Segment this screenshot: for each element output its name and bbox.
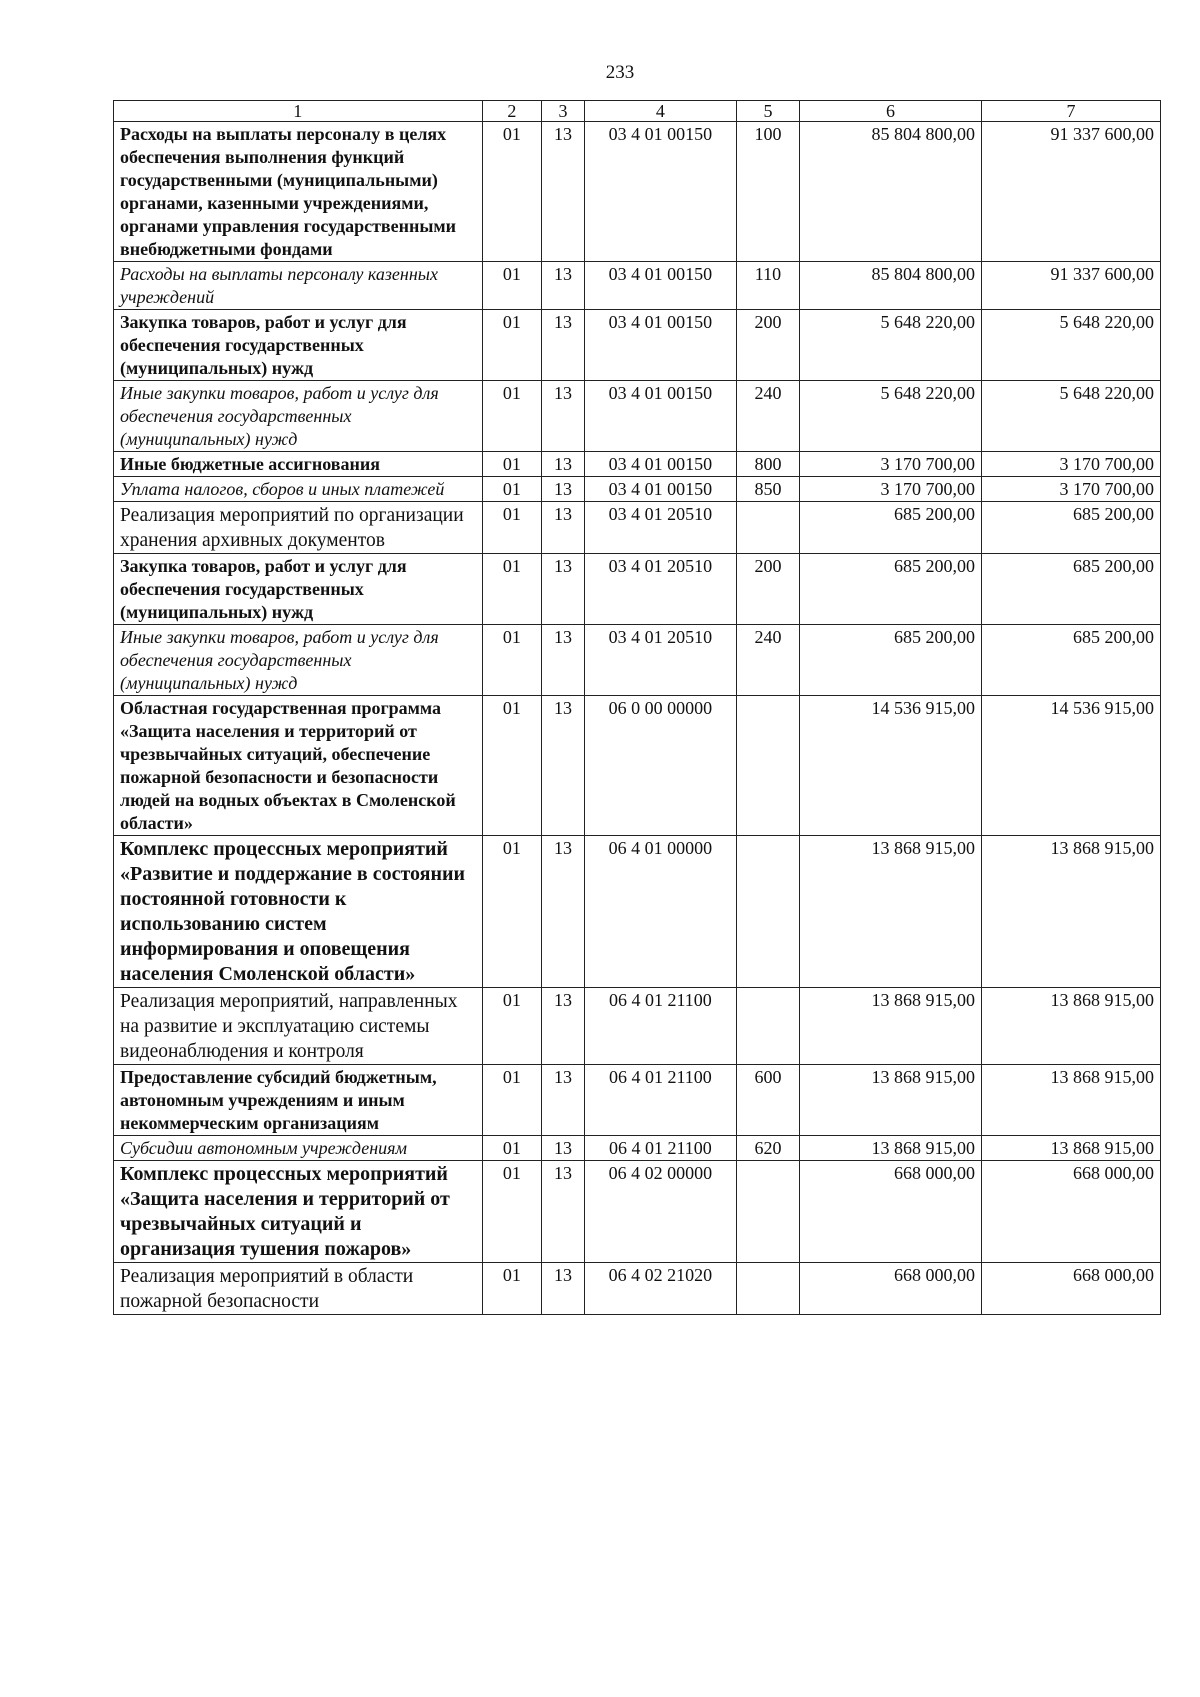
subsection-code-cell: 13 xyxy=(542,477,585,502)
table-row xyxy=(114,262,1161,310)
amount-year1-cell: 668 000,00 xyxy=(799,1161,981,1263)
expense-name-cell: Иные закупки товаров, работ и услуг для обеспечения государственных (муниципальных) нужд xyxy=(114,381,483,452)
expense-name-cell: Комплекс процессных мероприятий «Защита населения и территорий от чрезвычайных ситуаций и организация тушения пожаров» xyxy=(114,1161,483,1263)
amount-year1-cell: 85 804 800,00 xyxy=(799,122,981,262)
budget-table xyxy=(113,100,1161,1315)
table-row xyxy=(114,122,1161,262)
target-article-cell: 03 4 01 00150 xyxy=(584,381,736,452)
target-article-cell: 06 4 01 21100 xyxy=(584,1065,736,1136)
target-article-cell: 03 4 01 00150 xyxy=(584,262,736,310)
subsection-code-cell: 13 xyxy=(542,988,585,1065)
section-code-cell: 01 xyxy=(482,502,542,554)
amount-year2-cell: 3 170 700,00 xyxy=(982,452,1161,477)
section-code-cell: 01 xyxy=(482,1161,542,1263)
expense-type-cell: 240 xyxy=(737,381,800,452)
table-row xyxy=(114,1065,1161,1136)
section-code-cell: 01 xyxy=(482,554,542,625)
target-article-cell: 03 4 01 20510 xyxy=(584,502,736,554)
expense-type-cell: 110 xyxy=(737,262,800,310)
target-article-cell: 03 4 01 00150 xyxy=(584,477,736,502)
amount-year2-cell: 13 868 915,00 xyxy=(982,1065,1161,1136)
expense-name-cell: Предоставление субсидий бюджетным, автономным учреждениям и иным некоммерческим организациям xyxy=(114,1065,483,1136)
section-code-cell: 01 xyxy=(482,262,542,310)
section-code-cell: 01 xyxy=(482,988,542,1065)
subsection-code-cell: 13 xyxy=(542,452,585,477)
expense-name-cell: Реализация мероприятий по организации хранения архивных документов xyxy=(114,502,483,554)
amount-year1-cell: 685 200,00 xyxy=(799,502,981,554)
expense-type-cell: 850 xyxy=(737,477,800,502)
amount-year2-cell: 668 000,00 xyxy=(982,1263,1161,1315)
section-code-cell: 01 xyxy=(482,477,542,502)
expense-name-cell: Расходы на выплаты персоналу казенных учреждений xyxy=(114,262,483,310)
header-col-1: 1 xyxy=(114,101,483,122)
expense-type-cell: 240 xyxy=(737,625,800,696)
target-article-cell: 03 4 01 00150 xyxy=(584,122,736,262)
header-col-5: 5 xyxy=(737,101,800,122)
target-article-cell: 06 4 02 21020 xyxy=(584,1263,736,1315)
section-code-cell: 01 xyxy=(482,1065,542,1136)
target-article-cell: 06 4 01 21100 xyxy=(584,988,736,1065)
subsection-code-cell: 13 xyxy=(542,310,585,381)
amount-year2-cell: 91 337 600,00 xyxy=(982,262,1161,310)
amount-year1-cell: 13 868 915,00 xyxy=(799,1065,981,1136)
page-number: 233 xyxy=(605,62,635,83)
expense-type-cell xyxy=(737,1161,800,1263)
target-article-cell: 03 4 01 20510 xyxy=(584,554,736,625)
subsection-code-cell: 13 xyxy=(542,122,585,262)
expense-name-cell: Реализация мероприятий в области пожарной безопасности xyxy=(114,1263,483,1315)
expense-name-cell: Закупка товаров, работ и услуг для обеспечения государственных (муниципальных) нужд xyxy=(114,310,483,381)
table-row xyxy=(114,625,1161,696)
section-code-cell: 01 xyxy=(482,625,542,696)
subsection-code-cell: 13 xyxy=(542,1136,585,1161)
section-code-cell: 01 xyxy=(482,1263,542,1315)
amount-year2-cell: 685 200,00 xyxy=(982,502,1161,554)
table-row xyxy=(114,502,1161,554)
amount-year1-cell: 13 868 915,00 xyxy=(799,988,981,1065)
amount-year2-cell: 3 170 700,00 xyxy=(982,477,1161,502)
amount-year2-cell: 5 648 220,00 xyxy=(982,381,1161,452)
expense-name-cell: Комплекс процессных мероприятий «Развитие и поддержание в состоянии постоянной готовности к использованию систем информирования и оповещения населения Смоленской области» xyxy=(114,836,483,988)
expense-type-cell: 800 xyxy=(737,452,800,477)
amount-year2-cell: 14 536 915,00 xyxy=(982,696,1161,836)
expense-type-cell xyxy=(737,1263,800,1315)
amount-year2-cell: 91 337 600,00 xyxy=(982,122,1161,262)
subsection-code-cell: 13 xyxy=(542,836,585,988)
amount-year1-cell: 5 648 220,00 xyxy=(799,381,981,452)
table-row xyxy=(114,1136,1161,1161)
table-row xyxy=(114,452,1161,477)
table-row xyxy=(114,381,1161,452)
expense-type-cell xyxy=(737,836,800,988)
table-row xyxy=(114,836,1161,988)
expense-name-cell: Субсидии автономным учреждениям xyxy=(114,1136,483,1161)
subsection-code-cell: 13 xyxy=(542,625,585,696)
section-code-cell: 01 xyxy=(482,122,542,262)
table-row xyxy=(114,696,1161,836)
expense-type-cell: 620 xyxy=(737,1136,800,1161)
header-col-7: 7 xyxy=(982,101,1161,122)
amount-year2-cell: 13 868 915,00 xyxy=(982,1136,1161,1161)
header-col-2: 2 xyxy=(482,101,542,122)
target-article-cell: 06 4 01 21100 xyxy=(584,1136,736,1161)
amount-year1-cell: 5 648 220,00 xyxy=(799,310,981,381)
target-article-cell: 03 4 01 00150 xyxy=(584,452,736,477)
section-code-cell: 01 xyxy=(482,836,542,988)
section-code-cell: 01 xyxy=(482,696,542,836)
expense-name-cell: Реализация мероприятий, направленных на развитие и эксплуатацию системы видеонаблюдения и контроля xyxy=(114,988,483,1065)
amount-year2-cell: 5 648 220,00 xyxy=(982,310,1161,381)
amount-year1-cell: 668 000,00 xyxy=(799,1263,981,1315)
expense-name-cell: Расходы на выплаты персоналу в целях обеспечения выполнения функций государственными (муниципальными) органами, казенными учреждениями, органами управления государственными внебюджетными фондами xyxy=(114,122,483,262)
subsection-code-cell: 13 xyxy=(542,554,585,625)
table-row xyxy=(114,1263,1161,1315)
header-col-3: 3 xyxy=(542,101,585,122)
amount-year1-cell: 13 868 915,00 xyxy=(799,836,981,988)
expense-type-cell: 100 xyxy=(737,122,800,262)
subsection-code-cell: 13 xyxy=(542,262,585,310)
subsection-code-cell: 13 xyxy=(542,1263,585,1315)
expense-name-cell: Уплата налогов, сборов и иных платежей xyxy=(114,477,483,502)
table-row xyxy=(114,554,1161,625)
amount-year1-cell: 685 200,00 xyxy=(799,554,981,625)
expense-type-cell xyxy=(737,502,800,554)
expense-type-cell xyxy=(737,988,800,1065)
expense-name-cell: Иные закупки товаров, работ и услуг для обеспечения государственных (муниципальных) нужд xyxy=(114,625,483,696)
header-col-6: 6 xyxy=(799,101,981,122)
section-code-cell: 01 xyxy=(482,1136,542,1161)
expense-type-cell: 200 xyxy=(737,310,800,381)
amount-year1-cell: 685 200,00 xyxy=(799,625,981,696)
amount-year1-cell: 13 868 915,00 xyxy=(799,1136,981,1161)
subsection-code-cell: 13 xyxy=(542,1161,585,1263)
table-row xyxy=(114,1161,1161,1263)
target-article-cell: 06 4 02 00000 xyxy=(584,1161,736,1263)
amount-year2-cell: 685 200,00 xyxy=(982,625,1161,696)
expense-type-cell: 600 xyxy=(737,1065,800,1136)
section-code-cell: 01 xyxy=(482,310,542,381)
expense-type-cell: 200 xyxy=(737,554,800,625)
expense-name-cell: Областная государственная программа «Защита населения и территорий от чрезвычайных ситуаций, обеспечение пожарной безопасности и безопасности людей на водных объектах в Смоленской области» xyxy=(114,696,483,836)
amount-year2-cell: 685 200,00 xyxy=(982,554,1161,625)
subsection-code-cell: 13 xyxy=(542,696,585,836)
expense-type-cell xyxy=(737,696,800,836)
amount-year2-cell: 13 868 915,00 xyxy=(982,988,1161,1065)
amount-year2-cell: 668 000,00 xyxy=(982,1161,1161,1263)
table-row xyxy=(114,477,1161,502)
amount-year1-cell: 14 536 915,00 xyxy=(799,696,981,836)
expense-name-cell: Закупка товаров, работ и услуг для обеспечения государственных (муниципальных) нужд xyxy=(114,554,483,625)
target-article-cell: 03 4 01 20510 xyxy=(584,625,736,696)
section-code-cell: 01 xyxy=(482,452,542,477)
amount-year1-cell: 85 804 800,00 xyxy=(799,262,981,310)
table-row xyxy=(114,988,1161,1065)
subsection-code-cell: 13 xyxy=(542,502,585,554)
subsection-code-cell: 13 xyxy=(542,381,585,452)
target-article-cell: 06 4 01 00000 xyxy=(584,836,736,988)
target-article-cell: 03 4 01 00150 xyxy=(584,310,736,381)
subsection-code-cell: 13 xyxy=(542,1065,585,1136)
amount-year2-cell: 13 868 915,00 xyxy=(982,836,1161,988)
header-row xyxy=(114,101,1161,122)
header-col-4: 4 xyxy=(584,101,736,122)
section-code-cell: 01 xyxy=(482,381,542,452)
target-article-cell: 06 0 00 00000 xyxy=(584,696,736,836)
table-row xyxy=(114,310,1161,381)
amount-year1-cell: 3 170 700,00 xyxy=(799,477,981,502)
amount-year1-cell: 3 170 700,00 xyxy=(799,452,981,477)
expense-name-cell: Иные бюджетные ассигнования xyxy=(114,452,483,477)
